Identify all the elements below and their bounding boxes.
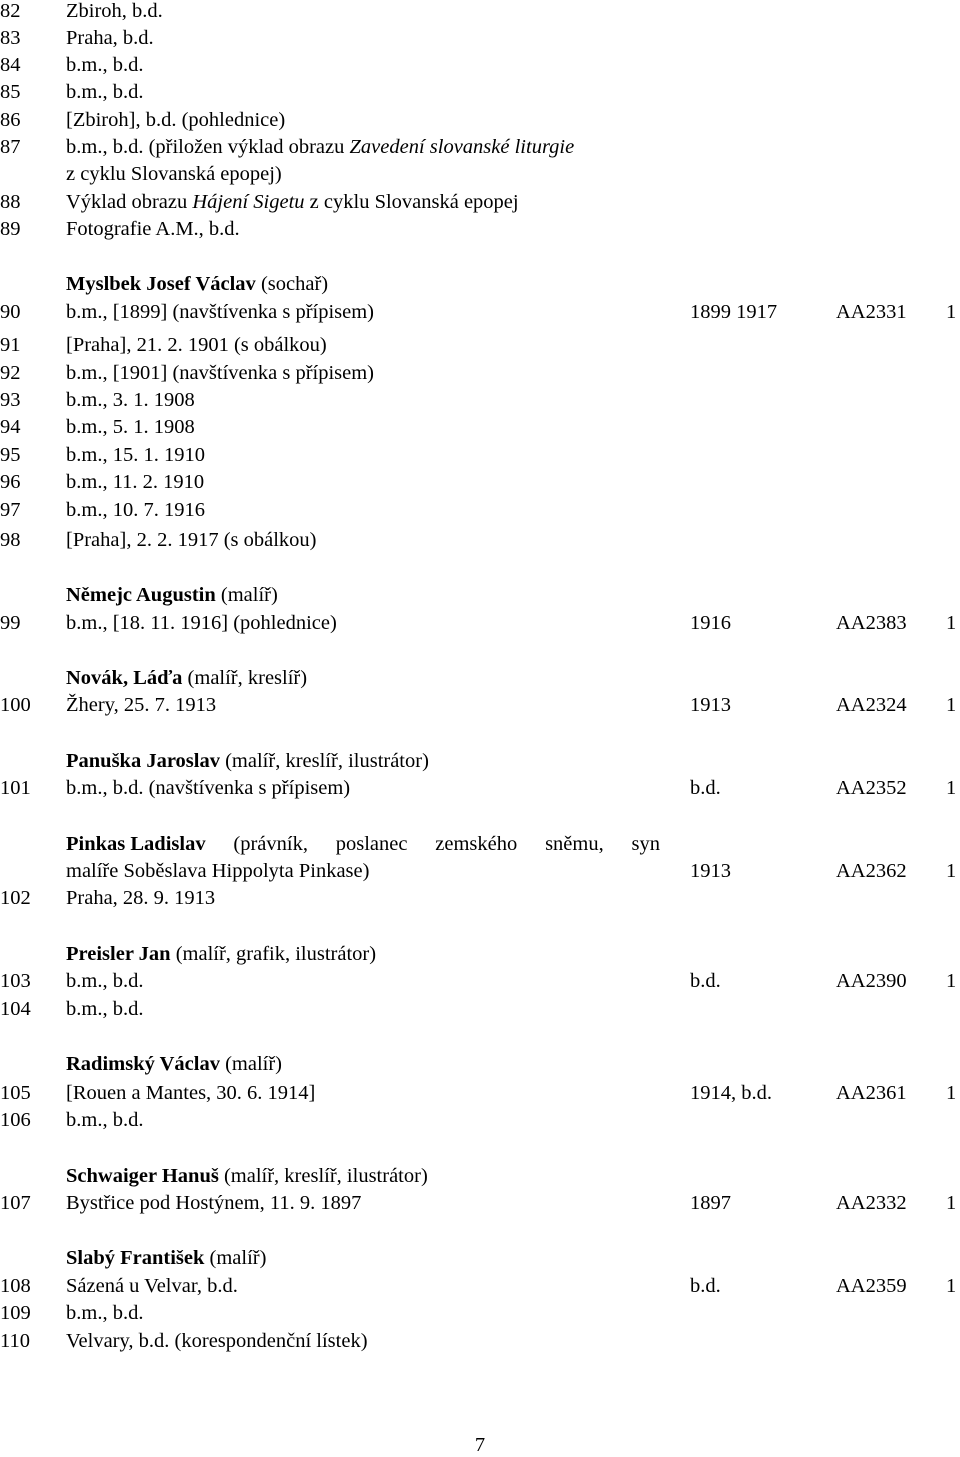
person-heading: [0, 1051, 960, 1078]
item-text: b.m., [1899] (navštívenka s přípisem): [66, 301, 375, 323]
item-number: 106: [0, 1109, 31, 1131]
list-item: [0, 1107, 960, 1134]
date-range: b.d.: [690, 970, 721, 992]
person-role-word: (právník,: [233, 833, 308, 855]
person-name: Panuška Jaroslav: [66, 750, 220, 772]
item-text: [66, 134, 574, 161]
person-role-word: syn: [631, 833, 660, 855]
person-heading: [0, 582, 960, 609]
item-number: 85: [0, 81, 21, 103]
signature-code: AA2332: [836, 1192, 907, 1214]
list-item: [0, 0, 960, 25]
person-name: Myslbek Josef Václav: [66, 273, 256, 295]
date-range: b.d.: [690, 777, 721, 799]
item-text: b.m., b.d.: [66, 54, 144, 76]
item-text-part: b.m., b.d. (přiložen výklad obrazu: [66, 136, 350, 158]
item-count: 1: [946, 970, 957, 992]
item-number: 87: [0, 136, 21, 158]
list-item: [0, 216, 960, 243]
item-number: 92: [0, 362, 21, 384]
item-number: 88: [0, 191, 21, 213]
item-text: b.m., [18. 11. 1916] (pohlednice): [66, 612, 337, 634]
list-item: [0, 968, 960, 995]
item-number: 82: [0, 0, 21, 22]
date-range: 1899 1917: [690, 301, 778, 323]
item-text: Bystřice pod Hostýnem, 11. 9. 1897: [66, 1192, 362, 1214]
item-number: 97: [0, 499, 21, 521]
date-range: 1913: [690, 860, 731, 882]
list-item: [0, 442, 960, 469]
list-item: [0, 610, 960, 637]
item-number: 109: [0, 1302, 31, 1324]
person-role: (malíř): [204, 1247, 267, 1269]
item-number: 96: [0, 471, 21, 493]
item-text: [Praha], 2. 2. 1917 (s obálkou): [66, 529, 317, 551]
item-count: 1: [946, 1082, 957, 1104]
person-heading: [0, 665, 960, 692]
list-item: [0, 299, 960, 326]
person-role: (malíř, kreslíř): [182, 667, 308, 689]
person-role-word: poslanec: [335, 833, 408, 855]
item-number: 110: [0, 1330, 30, 1352]
item-number: 105: [0, 1082, 31, 1104]
item-text: b.m., 11. 2. 1910: [66, 471, 205, 493]
list-item: [0, 52, 960, 79]
signature-code: AA2383: [836, 612, 907, 634]
signature-code: AA2359: [836, 1275, 907, 1297]
person-name: Radimský Václav: [66, 1053, 220, 1075]
item-number: 101: [0, 777, 31, 799]
item-text: b.m., b.d.: [66, 998, 144, 1020]
item-number: 86: [0, 109, 21, 131]
date-range: b.d.: [690, 1275, 721, 1297]
list-item: [0, 79, 960, 106]
list-item: [0, 25, 960, 52]
person-heading: [0, 941, 960, 968]
item-number: 91: [0, 334, 21, 356]
artwork-title: Hájení Sigetu: [192, 191, 305, 213]
signature-code: AA2361: [836, 1082, 907, 1104]
item-count: 1: [946, 612, 957, 634]
item-number: 108: [0, 1275, 31, 1297]
item-number: 94: [0, 416, 21, 438]
item-count: 1: [946, 694, 957, 716]
artwork-title: Zavedení slovanské liturgie: [349, 136, 575, 158]
item-text: Zbiroh, b.d.: [66, 0, 163, 22]
person-role: (malíř): [219, 1053, 283, 1075]
signature-code: AA2331: [836, 301, 907, 323]
item-text: b.m., b.d.: [66, 1302, 144, 1324]
item-text: Praha, b.d.: [66, 27, 154, 49]
list-item: [0, 1080, 960, 1107]
item-count: 1: [946, 1192, 957, 1214]
list-item: [0, 497, 960, 524]
item-text: z cyklu Slovanská epopej): [66, 163, 282, 185]
list-item: [0, 1190, 960, 1217]
list-item: [0, 858, 960, 885]
date-range: 1916: [690, 612, 731, 634]
item-number: 98: [0, 529, 21, 551]
list-item: [0, 134, 960, 161]
person-role: (malíř, grafik, ilustrátor): [170, 943, 377, 965]
item-text: [Praha], 21. 2. 1901 (s obálkou): [66, 334, 327, 356]
person-name: Slabý František: [66, 1247, 205, 1269]
item-text-part: Výklad obrazu: [66, 191, 193, 213]
person-name: Němejc Augustin: [66, 584, 216, 606]
list-item: [0, 1328, 960, 1355]
list-item: [0, 414, 960, 441]
item-text: b.m., 3. 1. 1908: [66, 389, 195, 411]
item-text-part: z cyklu Slovanská epopej: [304, 191, 519, 213]
person-heading: [0, 271, 960, 298]
signature-code: AA2390: [836, 970, 907, 992]
item-text: b.m., b.d.: [66, 970, 144, 992]
list-item: [0, 1300, 960, 1327]
list-item: [0, 332, 960, 359]
item-number: 93: [0, 389, 21, 411]
list-item: [0, 1273, 960, 1300]
item-number: 103: [0, 970, 31, 992]
person-name: Pinkas Ladislav: [66, 833, 206, 855]
item-text: [Zbiroh], b.d. (pohlednice): [66, 109, 286, 131]
item-count: 1: [946, 301, 957, 323]
item-number: 95: [0, 444, 21, 466]
item-text: b.m., 10. 7. 1916: [66, 499, 205, 521]
person-name: Schwaiger Hanuš: [66, 1165, 219, 1187]
item-text: Fotografie A.M., b.d.: [66, 218, 240, 240]
list-item: [0, 885, 960, 912]
item-number: 104: [0, 998, 31, 1020]
item-count: 1: [946, 860, 957, 882]
list-item: [0, 996, 960, 1023]
signature-code: AA2324: [836, 694, 907, 716]
person-role-word: sněmu,: [545, 833, 604, 855]
page-number: 7: [474, 1434, 486, 1456]
item-number: 84: [0, 54, 21, 76]
person-role-word: zemského: [435, 833, 518, 855]
item-number: 83: [0, 27, 21, 49]
item-text: Velvary, b.d. (korespondenční lístek): [66, 1330, 368, 1352]
item-count: 1: [946, 1275, 957, 1297]
list-item: [0, 161, 960, 188]
list-item: [0, 387, 960, 414]
person-name: Preisler Jan: [66, 943, 171, 965]
item-number: 107: [0, 1192, 31, 1214]
item-text: b.m., b.d.: [66, 81, 144, 103]
item-text: [66, 189, 519, 216]
list-item: [0, 107, 960, 134]
item-number: 99: [0, 612, 21, 634]
item-number: 102: [0, 887, 31, 909]
person-heading: [0, 831, 960, 858]
item-text: b.m., 15. 1. 1910: [66, 444, 205, 466]
item-text: Sázená u Velvar, b.d.: [66, 1275, 238, 1297]
person-heading: [0, 1163, 960, 1190]
item-text: Praha, 28. 9. 1913: [66, 887, 216, 909]
person-name: Novák, Láďa: [66, 667, 183, 689]
item-text: b.m., b.d. (navštívenka s přípisem): [66, 777, 351, 799]
item-number: 90: [0, 301, 21, 323]
list-item: [0, 775, 960, 802]
list-item: [0, 527, 960, 554]
signature-code: AA2352: [836, 777, 907, 799]
list-item: [0, 360, 960, 387]
item-number: 89: [0, 218, 21, 240]
item-text: b.m., b.d.: [66, 1109, 144, 1131]
item-text: [Rouen a Mantes, 30. 6. 1914]: [66, 1082, 316, 1104]
item-text: b.m., [1901] (navštívenka s přípisem): [66, 362, 375, 384]
date-range: 1913: [690, 694, 731, 716]
list-item: [0, 692, 960, 719]
list-item: [0, 189, 960, 216]
item-text: b.m., 5. 1. 1908: [66, 416, 195, 438]
person-role: (sochař): [255, 273, 329, 295]
date-range: 1897: [690, 1192, 731, 1214]
list-item: [0, 469, 960, 496]
person-role-continued: malíře Soběslava Hippolyta Pinkase): [66, 860, 370, 882]
item-number: 100: [0, 694, 31, 716]
person-role: (malíř, kreslíř, ilustrátor): [218, 1165, 428, 1187]
signature-code: AA2362: [836, 860, 907, 882]
person-heading: [0, 1245, 960, 1272]
date-range: 1914, b.d.: [690, 1082, 772, 1104]
person-role: (malíř, kreslíř, ilustrátor): [219, 750, 429, 772]
person-role: (malíř): [215, 584, 278, 606]
item-text: Žhery, 25. 7. 1913: [66, 694, 217, 716]
item-count: 1: [946, 777, 957, 799]
person-heading: [0, 748, 960, 775]
